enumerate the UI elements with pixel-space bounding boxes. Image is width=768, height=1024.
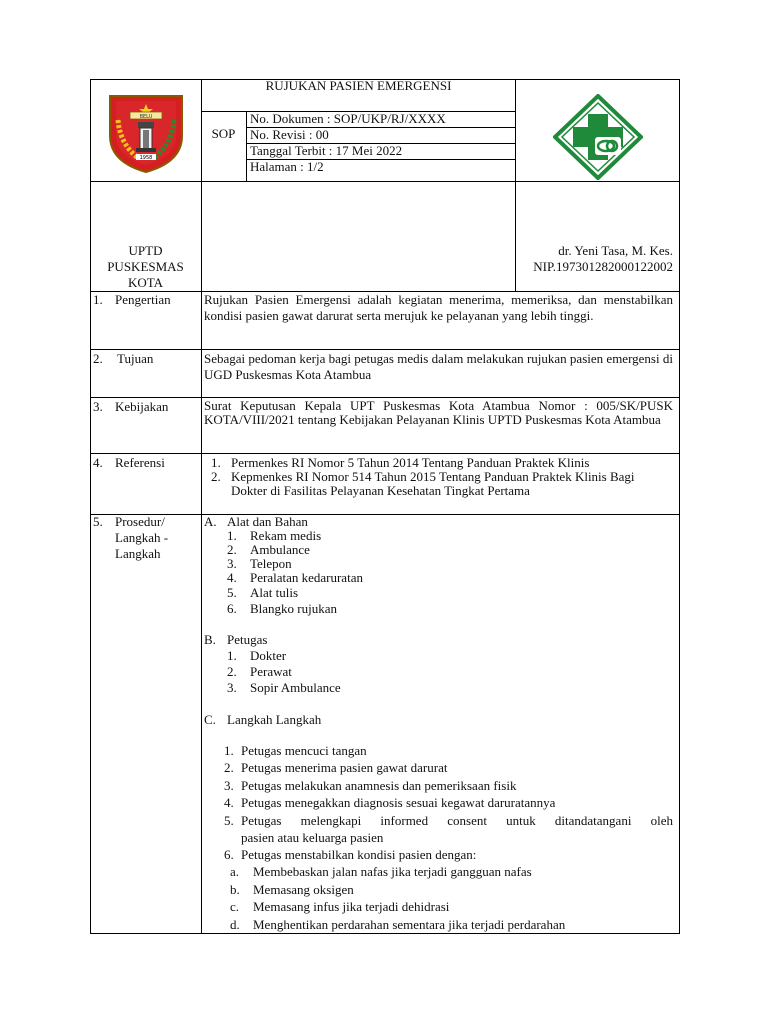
list-item-number: 1. bbox=[224, 743, 234, 758]
list-item-number: 3. bbox=[227, 680, 237, 695]
section-letter: A. bbox=[204, 514, 217, 529]
regency-seal-logo bbox=[102, 92, 190, 174]
row-number: 1. bbox=[93, 292, 103, 307]
list-item-number: 5. bbox=[227, 585, 237, 600]
row-number: 3. bbox=[93, 399, 103, 414]
section-title: Langkah Langkah bbox=[227, 712, 322, 727]
tujuan-text: Sebagai pedoman kerja bagi petugas medis dalam melakukan rujukan pasien emergensi di UGD Puskesmas Kota Atambua bbox=[204, 351, 673, 382]
referensi-item: Kepmenkes RI Nomor 514 Tahun 2015 Tentang Panduan Praktek Klinis Bagi bbox=[231, 469, 635, 484]
kebijakan-text: Surat Keputusan Kepala UPT Puskesmas Kota Atambua Nomor : 005/SK/PUSK KOTA/VIII/2021 tentang Kebijakan Pelayanan Klinis UPTD Puskesmas Kota Atambua bbox=[204, 398, 673, 427]
referensi-item-cont: Dokter di Fasilitas Pelayanan Kesehatan Tingkat Pertama bbox=[231, 483, 530, 498]
row-number: 2. bbox=[93, 351, 103, 366]
row-number: 4. bbox=[93, 455, 103, 470]
sublist-item-letter: b. bbox=[230, 882, 240, 897]
signer-name: dr. Yeni Tasa, M. Kes. bbox=[558, 243, 673, 258]
list-item: Petugas menegakkan diagnosis sesuai kegawat daruratannya bbox=[241, 795, 556, 810]
sublist-item: Memasang infus jika terjadi dehidrasi bbox=[253, 899, 450, 914]
list-item-number: 2. bbox=[227, 542, 237, 557]
list-item: Rekam medis bbox=[250, 528, 322, 543]
signer-nip: NIP.197301282000122002 bbox=[533, 259, 673, 274]
row-label-pengertian: Pengertian bbox=[115, 292, 171, 307]
row-label-prosedur: Langkah bbox=[115, 546, 161, 561]
list-item: Telepon bbox=[250, 556, 292, 571]
list-item-number: 1. bbox=[227, 648, 237, 663]
sublist-item-letter: d. bbox=[230, 917, 240, 932]
list-item: Blangko rujukan bbox=[250, 601, 338, 616]
section-letter: C. bbox=[204, 712, 216, 727]
list-item: Perawat bbox=[250, 664, 292, 679]
list-item-number: 1. bbox=[211, 455, 221, 470]
row-label-referensi: Referensi bbox=[115, 455, 165, 470]
list-item-number: 4. bbox=[224, 795, 234, 810]
org-name-line2: PUSKESMAS bbox=[107, 259, 184, 274]
list-item-number: 5. bbox=[224, 813, 234, 828]
seal-ribbon-text: BELU bbox=[139, 114, 153, 120]
sublist-item: Menghentikan perdarahan sementara jika terjadi perdarahan bbox=[253, 917, 566, 932]
section-title: Petugas bbox=[227, 632, 268, 647]
puskesmas-logo bbox=[553, 94, 643, 180]
list-item-number: 1. bbox=[227, 528, 237, 543]
row-label-kebijakan: Kebijakan bbox=[115, 399, 169, 414]
row-number: 5. bbox=[93, 514, 103, 529]
revision-number: No. Revisi : 00 bbox=[250, 127, 329, 142]
list-item-number: 6. bbox=[224, 847, 234, 862]
list-item: Peralatan kedaruratan bbox=[250, 570, 363, 585]
org-name-line3: KOTA bbox=[127, 275, 164, 290]
list-item-number: 3. bbox=[224, 778, 234, 793]
row-label-tujuan: Tujuan bbox=[117, 351, 154, 366]
org-name-line1: UPTD bbox=[128, 243, 163, 258]
sublist-item: Membebaskan jalan nafas jika terjadi gangguan nafas bbox=[253, 864, 532, 879]
list-item: Alat tulis bbox=[250, 585, 299, 600]
list-item: Petugas melengkapi informed consent untuk ditandatangani oleh bbox=[241, 813, 673, 828]
list-item: Petugas menerima pasien gawat darurat bbox=[241, 760, 448, 775]
section-letter: B. bbox=[204, 632, 216, 647]
list-item: Petugas menstabilkan kondisi pasien dengan: bbox=[241, 847, 477, 862]
sublist-item: Memasang oksigen bbox=[253, 882, 354, 897]
section-title: Alat dan Bahan bbox=[227, 514, 308, 529]
row-label-prosedur: Langkah - bbox=[115, 530, 169, 545]
list-item-cont: pasien atau keluarga pasien bbox=[241, 830, 384, 845]
sop-label: SOP bbox=[211, 126, 236, 141]
referensi-item: Permenkes RI Nomor 5 Tahun 2014 Tentang Panduan Praktek Klinis bbox=[231, 455, 590, 470]
sublist-item-letter: a. bbox=[230, 864, 240, 879]
list-item: Petugas mencuci tangan bbox=[241, 743, 367, 758]
page-info: Halaman : 1/2 bbox=[250, 159, 324, 174]
list-item-number: 2. bbox=[211, 469, 221, 484]
row-label-prosedur: Prosedur/ bbox=[115, 514, 165, 529]
seal-year-text: 1958 bbox=[139, 155, 153, 161]
sublist-item-letter: c. bbox=[230, 899, 240, 914]
list-item-number: 4. bbox=[227, 570, 237, 585]
list-item: Dokter bbox=[250, 648, 287, 663]
list-item: Petugas melakukan anamnesis dan pemeriksaan fisik bbox=[241, 778, 517, 793]
list-item: Ambulance bbox=[250, 542, 310, 557]
doc-number: No. Dokumen : SOP/UKP/RJ/XXXX bbox=[250, 111, 446, 126]
list-item: Sopir Ambulance bbox=[250, 680, 341, 695]
list-item-number: 6. bbox=[227, 601, 237, 616]
pengertian-text: Rujukan Pasien Emergensi adalah kegiatan menerima, memeriksa, dan menstabilkan kondisi pasien gawat darurat serta merujuk ke pelayanan yang lebih tinggi. bbox=[204, 292, 673, 323]
list-item-number: 2. bbox=[224, 760, 234, 775]
document-title: RUJUKAN PASIEN EMERGENSI bbox=[265, 78, 452, 93]
list-item-number: 3. bbox=[227, 556, 237, 571]
list-item-number: 2. bbox=[227, 664, 237, 679]
issue-date: Tanggal Terbit : 17 Mei 2022 bbox=[250, 143, 403, 158]
